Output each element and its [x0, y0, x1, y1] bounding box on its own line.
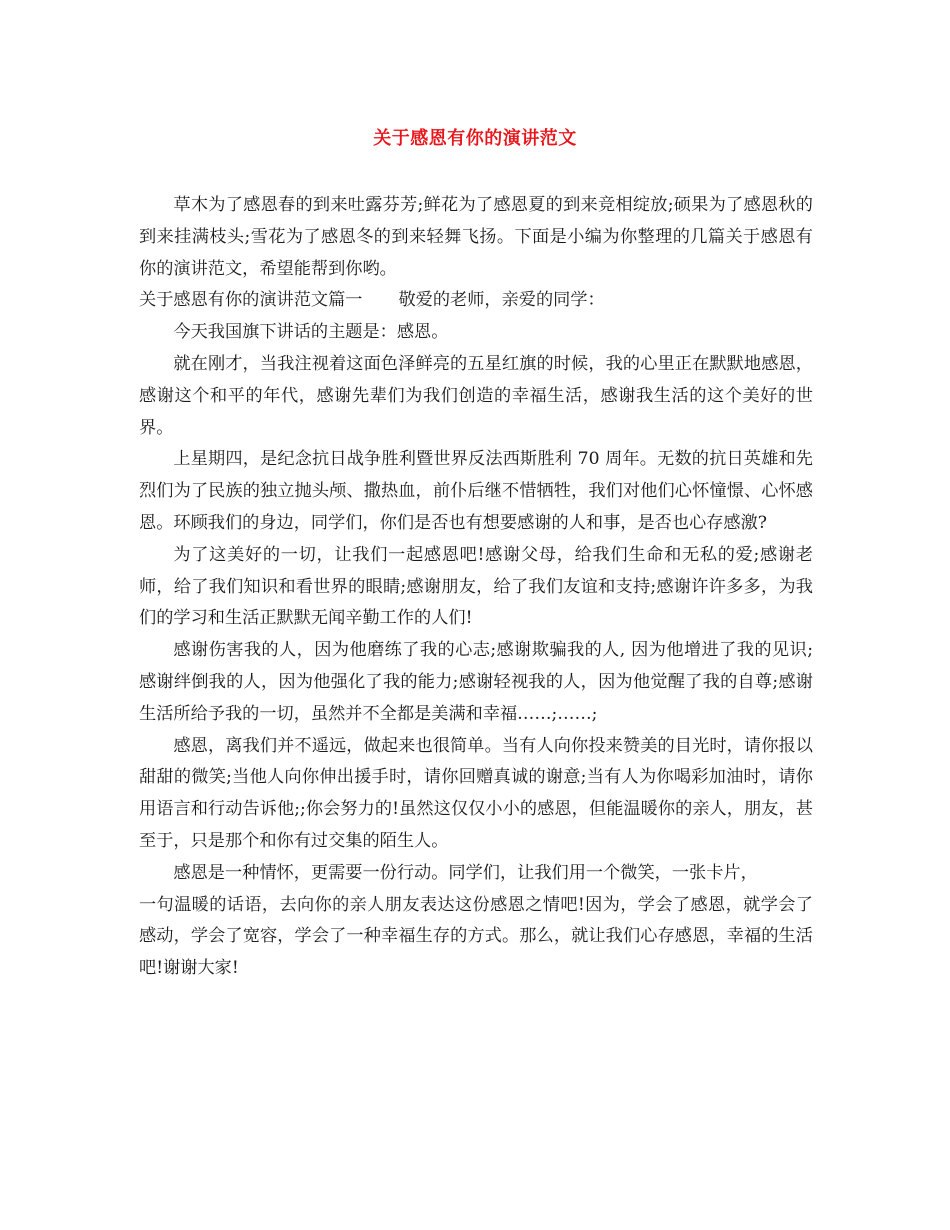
body-paragraph: 就在刚才，当我注视着这面色泽鲜亮的五星红旗的时候，我的心里正在默默地感恩，感谢这个和平的年代，感谢先辈们为我们创造的幸福生活，感谢我生活的这个美好的世界。	[139, 353, 813, 438]
section-heading-line	[139, 285, 813, 317]
document-body	[139, 190, 813, 985]
body-paragraph: 感恩，离我们并不遥远，做起来也很简单。当有人向你投来赞美的目光时，请你报以甜甜的微笑;当他人向你伸出援手时，请你回赠真诚的谢意;当有人为你喝彩加油时，请你用语言和行动告诉他;;你会努力的!虽然这仅仅小小的感恩，但能温暖你的亲人，朋友，甚至于，只是那个和你有过交集的陌生人。	[139, 735, 813, 851]
closing-paragraph: 一句温暖的话语，去向你的亲人朋友表达这份感恩之情吧!因为，学会了感恩，就学会了感动，学会了宽容，学会了一种幸福生存的方式。那么，就让我们心存感恩，幸福的生活吧!谢谢大家!	[139, 894, 813, 979]
intro-paragraph: 草木为了感恩春的到来吐露芬芳;鲜花为了感恩夏的到来竞相绽放;硕果为了感恩秋的到来挂满枝头;雪花为了感恩冬的到来轻舞飞扬。下面是小编为你整理的几篇关于感恩有你的演讲范文，希望能帮到你哟。	[139, 195, 813, 279]
body-paragraph: 为了这美好的一切，让我们一起感恩吧!感谢父母，给我们生命和无私的爱;感谢老师，给了我们知识和看世界的眼睛;感谢朋友，给了我们友谊和支持;感谢许许多多，为我们的学习和生活正默默无闻辛勤工作的人们!	[139, 544, 813, 629]
body-paragraph: 上星期四，是纪念抗日战争胜利暨世界反法西斯胜利 70 周年。无数的抗日英雄和先烈们为了民族的独立抛头颅、撒热血，前仆后继不惜牺牲，我们对他们心怀憧憬、心怀感恩。环顾我们的身边，同学们，你们是否也有想要感谢的人和事，是否也心存感激?	[139, 449, 813, 533]
body-paragraph: 今天我国旗下讲话的主题是：感恩。	[173, 322, 449, 343]
section-heading: 关于感恩有你的演讲范文篇一	[139, 290, 363, 311]
document-title: 关于感恩有你的演讲范文	[373, 128, 577, 149]
body-paragraph: 感谢伤害我的人，因为他磨练了我的心志;感谢欺骗我的人, 因为他增进了我的见识;感谢绊倒我的人，因为他强化了我的能力;感谢轻视我的人，因为他觉醒了我的自尊;感谢生活所给予我的一切，虽然并不全都是美满和幸福……;……;	[139, 640, 813, 724]
salutation: 敬爱的老师，亲爱的同学：	[398, 290, 605, 311]
body-paragraph: 感恩是一种情怀，更需要一份行动。同学们，让我们用一个微笑，一张卡片，	[173, 862, 758, 883]
